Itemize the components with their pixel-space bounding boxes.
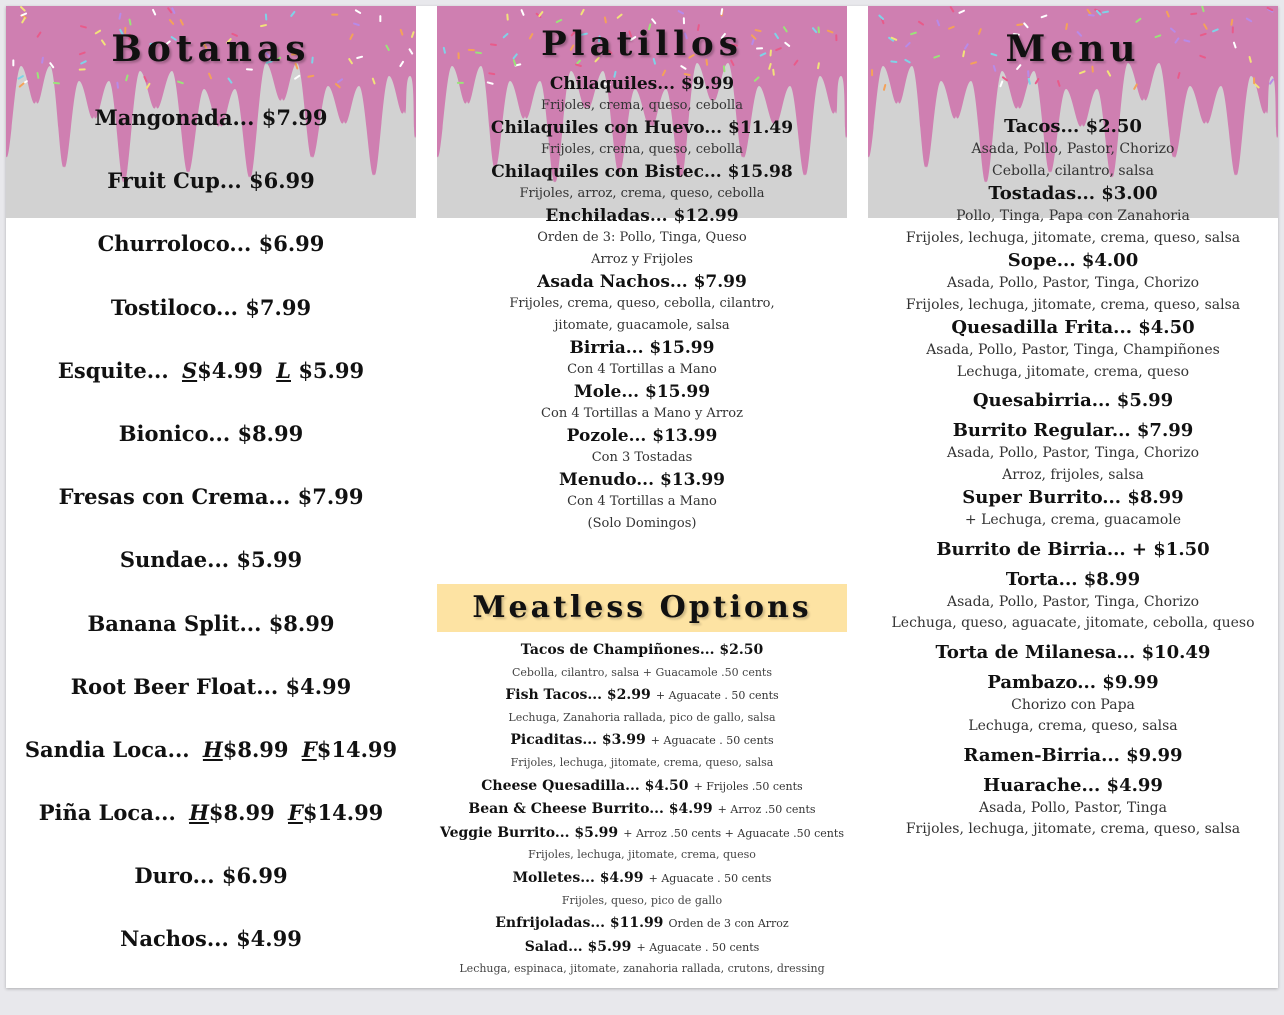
menu-item-desc: Lechuga, queso, aguacate, jitomate, cebolla, queso — [891, 615, 1255, 631]
platillo-item — [437, 469, 847, 535]
botana-name: Duro... $6.99 — [134, 863, 288, 889]
platillo-name: Enchiladas... $12.99 — [545, 206, 739, 226]
menu-item-desc: Frijoles, lechuga, jitomate, crema, queso, salsa — [905, 821, 1241, 837]
menu-item-name: Tacos... $2.50 — [1004, 116, 1142, 137]
menu-item — [868, 316, 1278, 383]
menu-item-name: Huarache... $4.99 — [983, 774, 1163, 796]
platillo-item — [437, 205, 847, 271]
meatless-name: Picaditas... $3.99 — [510, 732, 646, 749]
platillo-desc: Arroz y Frijoles — [591, 252, 693, 267]
meatless-item — [437, 683, 847, 728]
platillo-item — [437, 381, 847, 425]
botana-name: Piña Loca... — [38, 800, 176, 826]
menu-item — [868, 182, 1278, 249]
platillo-item — [437, 161, 847, 205]
botana-item — [6, 339, 416, 402]
menu-item-name: Sope... $4.00 — [1007, 250, 1139, 271]
platillo-desc: Frijoles, arroz, crema, queso, cebolla — [519, 186, 765, 201]
meatless-item — [437, 774, 847, 798]
meatless-name: Bean & Cheese Burrito... $4.99 — [468, 801, 713, 818]
platillos-list — [437, 73, 847, 535]
menu-column — [868, 6, 1278, 988]
price-full: $14.99 — [316, 736, 398, 762]
platillo-name: Chilaquiles con Bistec... $15.98 — [491, 162, 793, 182]
menu-item-desc: Arroz, frijoles, salsa — [1002, 466, 1144, 483]
botana-item — [6, 212, 416, 275]
meatless-item — [437, 797, 847, 821]
botana-name: Tostiloco... $7.99 — [110, 294, 312, 320]
meatless-name: Molletes... $4.99 — [512, 869, 644, 886]
menu-item-desc: Asada, Pollo, Pastor, Tinga, Champiñones — [926, 342, 1220, 358]
botana-item — [6, 781, 416, 844]
botana-name: Bionico... $8.99 — [118, 420, 304, 446]
menu-item-desc: Asada, Pollo, Pastor, Tinga, Chorizo — [946, 445, 1200, 461]
meatless-extra: Orden de 3 con Arroz — [668, 917, 789, 931]
platillo-name: Pozole... $13.99 — [566, 426, 718, 446]
botana-item — [6, 528, 416, 591]
platillo-item — [437, 425, 847, 469]
size-half: H — [202, 736, 223, 762]
menu-item-desc: Frijoles, lechuga, jitomate, crema, queso, salsa — [905, 296, 1241, 313]
botana-item — [6, 718, 416, 781]
menu-item-name: Super Burrito... $8.99 — [962, 487, 1184, 508]
botanas-list — [6, 86, 416, 971]
price-half: $8.99 — [208, 800, 275, 826]
meatless-item — [437, 728, 847, 773]
menu-item-name: Quesadilla Frita... $4.50 — [951, 317, 1195, 338]
platillo-desc: Con 3 Tostadas — [591, 450, 693, 465]
botana-item — [6, 276, 416, 339]
platillo-desc: Con 4 Tortillas a Mano — [567, 494, 717, 509]
platillo-desc: jitomate, guacamole, salsa — [554, 318, 730, 333]
platillo-desc: Frijoles, crema, queso, cebolla — [541, 142, 743, 157]
meatless-name: Enfrijoladas... $11.99 — [495, 915, 664, 932]
menu-item-desc: Pollo, Tinga, Papa con Zanahoria — [956, 208, 1190, 224]
meatless-item — [437, 638, 847, 683]
platillo-desc: Orden de 3: Pollo, Tinga, Queso — [537, 230, 747, 245]
meatless-name: Veggie Burrito... $5.99 — [440, 824, 619, 841]
menu-item — [868, 486, 1278, 532]
platillo-name: Asada Nachos... $7.99 — [537, 272, 747, 292]
meatless-name: Salad... $5.99 — [524, 938, 632, 955]
platillo-desc: (Solo Domingos) — [587, 516, 697, 531]
meatless-extra: + Frijoles .50 cents — [693, 779, 803, 793]
price-large: $5.99 — [298, 357, 365, 383]
price-small: $4.99 — [197, 357, 263, 383]
botana-name: Nachos... $4.99 — [120, 926, 302, 952]
meatless-name: Tacos de Champiñones... $2.50 — [520, 642, 764, 658]
menu-item — [868, 249, 1278, 316]
botanas-title: Botanas — [111, 28, 311, 70]
meatless-extra: + Arroz .50 cents + Aguacate .50 cents — [623, 826, 844, 840]
botana-item — [6, 907, 416, 970]
platillo-name: Chilaquiles con Huevo... $11.49 — [490, 118, 794, 138]
menu-item-name: Burrito Regular... $7.99 — [952, 420, 1194, 441]
platillo-desc: Con 4 Tortillas a Mano — [567, 362, 717, 377]
menu-item-desc: + Lechuga, crema, guacamole — [964, 512, 1182, 528]
menu-list — [868, 115, 1278, 841]
botana-name: Fruit Cup... $6.99 — [107, 168, 315, 194]
platillo-item — [437, 73, 847, 117]
menu-item — [868, 419, 1278, 486]
menu-title: Menu — [1005, 28, 1141, 70]
meatless-extra: + Aguacate . 50 cents — [655, 689, 779, 703]
menu-item-desc: Asada, Pollo, Pastor, Tinga, Chorizo — [946, 275, 1200, 291]
platillo-item — [437, 271, 847, 337]
meatless-item — [437, 866, 847, 911]
meatless-desc: Frijoles, lechuga, jitomate, crema, queso, salsa — [510, 755, 774, 769]
menu-item-desc: Cebolla, cilantro, salsa — [992, 162, 1154, 179]
menu-item — [868, 635, 1278, 671]
botana-item — [6, 86, 416, 149]
menu-item-name: Ramen-Birria... $9.99 — [963, 744, 1183, 766]
menu-item-name: Torta de Milanesa... $10.49 — [935, 641, 1211, 663]
botana-item — [6, 655, 416, 718]
platillo-desc: Frijoles, crema, queso, cebolla — [541, 98, 743, 113]
meatless-extra: + Aguacate . 50 cents — [636, 940, 760, 954]
sprinkle — [379, 15, 381, 22]
botana-item — [6, 592, 416, 655]
menu-item — [868, 383, 1278, 419]
menu-item-desc: Frijoles, lechuga, jitomate, crema, queso, salsa — [905, 229, 1241, 246]
menu-item-desc: Asada, Pollo, Pastor, Chorizo — [971, 141, 1175, 157]
menu-item-name: Quesabirria... $5.99 — [972, 390, 1174, 411]
menu-item-name: Tostadas... $3.00 — [988, 183, 1158, 204]
menu-item-desc: Chorizo con Papa — [1011, 696, 1135, 713]
size-full: F — [288, 800, 303, 826]
meatless-extra: + Aguacate . 50 cents — [650, 734, 774, 748]
menu-item-desc: Asada, Pollo, Pastor, Tinga — [979, 799, 1167, 816]
menu-item-desc: Asada, Pollo, Pastor, Tinga, Chorizo — [946, 593, 1200, 610]
platillo-item — [437, 337, 847, 381]
meatless-options-heading: Meatless Options — [437, 584, 847, 632]
botana-name: Churroloco... $6.99 — [97, 231, 325, 257]
meatless-extra: + Arroz .50 cents — [717, 803, 816, 817]
meatless-desc: Lechuga, espinaca, jitomate, zanahoria rallada, crutons, dressing — [459, 962, 825, 976]
meatless-extra: + Aguacate . 50 cents — [648, 871, 772, 885]
sprinkle — [1253, 77, 1255, 84]
meatless-desc: Cebolla, cilantro, salsa + Guacamole .50 cents — [512, 665, 772, 679]
botanas-column — [6, 6, 416, 988]
platillo-name: Birria... $15.99 — [569, 338, 715, 358]
botana-name: Root Beer Float... $4.99 — [70, 673, 352, 699]
menu-item — [868, 532, 1278, 568]
size-full: F — [301, 736, 317, 762]
size-small: S — [181, 357, 198, 383]
botana-item — [6, 149, 416, 212]
meatless-name: Cheese Quesadilla... $4.50 — [481, 777, 689, 794]
botana-name: Mangonada... $7.99 — [94, 105, 328, 130]
meatless-desc: Frijoles, queso, pico de gallo — [561, 893, 723, 907]
platillo-desc: Frijoles, crema, queso, cebolla, cilantro, — [509, 296, 775, 311]
platillo-name: Chilaquiles... $9.99 — [549, 74, 735, 94]
menu-item-name: Burrito de Birria... + $1.50 — [936, 538, 1210, 560]
platillo-name: Mole... $15.99 — [573, 382, 711, 402]
platillo-name: Menudo... $13.99 — [558, 470, 725, 490]
platillo-item — [437, 117, 847, 161]
menu-item — [868, 738, 1278, 774]
botana-item — [6, 465, 416, 528]
menu-item — [868, 568, 1278, 635]
menu-item-name: Torta... $8.99 — [1005, 568, 1141, 590]
meatless-item — [437, 821, 847, 866]
menu-item — [868, 115, 1278, 182]
botana-name: Sundae... $5.99 — [119, 547, 303, 573]
botana-name: Sandia Loca... — [24, 736, 190, 762]
meatless-desc: Lechuga, Zanahoria rallada, pico de gallo, salsa — [508, 710, 776, 724]
price-half: $8.99 — [222, 736, 289, 762]
menu-item-desc: Lechuga, crema, queso, salsa — [968, 718, 1178, 734]
sprinkle — [331, 14, 338, 16]
size-large: L — [276, 357, 291, 383]
price-full: $14.99 — [302, 800, 384, 826]
platillo-desc: Con 4 Tortillas a Mano y Arroz — [541, 406, 743, 421]
menu-page — [6, 6, 1278, 988]
botana-name: Esquite... — [57, 357, 169, 383]
botana-name: Fresas con Crema... $7.99 — [58, 484, 364, 510]
botana-item — [6, 402, 416, 465]
meatless-item — [437, 935, 847, 980]
meatless-item — [437, 911, 847, 935]
botana-name: Banana Split... $8.99 — [87, 610, 335, 636]
menu-item — [868, 671, 1278, 738]
size-half: H — [189, 800, 209, 826]
meatless-desc: Frijoles, lechuga, jitomate, crema, queso — [528, 848, 756, 862]
menu-item-desc: Lechuga, jitomate, crema, queso — [956, 363, 1190, 380]
meatless-name: Fish Tacos... $2.99 — [505, 687, 651, 704]
platillos-title: Platillos — [541, 24, 743, 64]
menu-item-name: Pambazo... $9.99 — [987, 671, 1159, 693]
platillos-column — [437, 6, 847, 988]
sprinkle — [871, 69, 873, 76]
botana-item — [6, 844, 416, 907]
meatless-list — [437, 638, 847, 980]
menu-item — [868, 774, 1278, 841]
